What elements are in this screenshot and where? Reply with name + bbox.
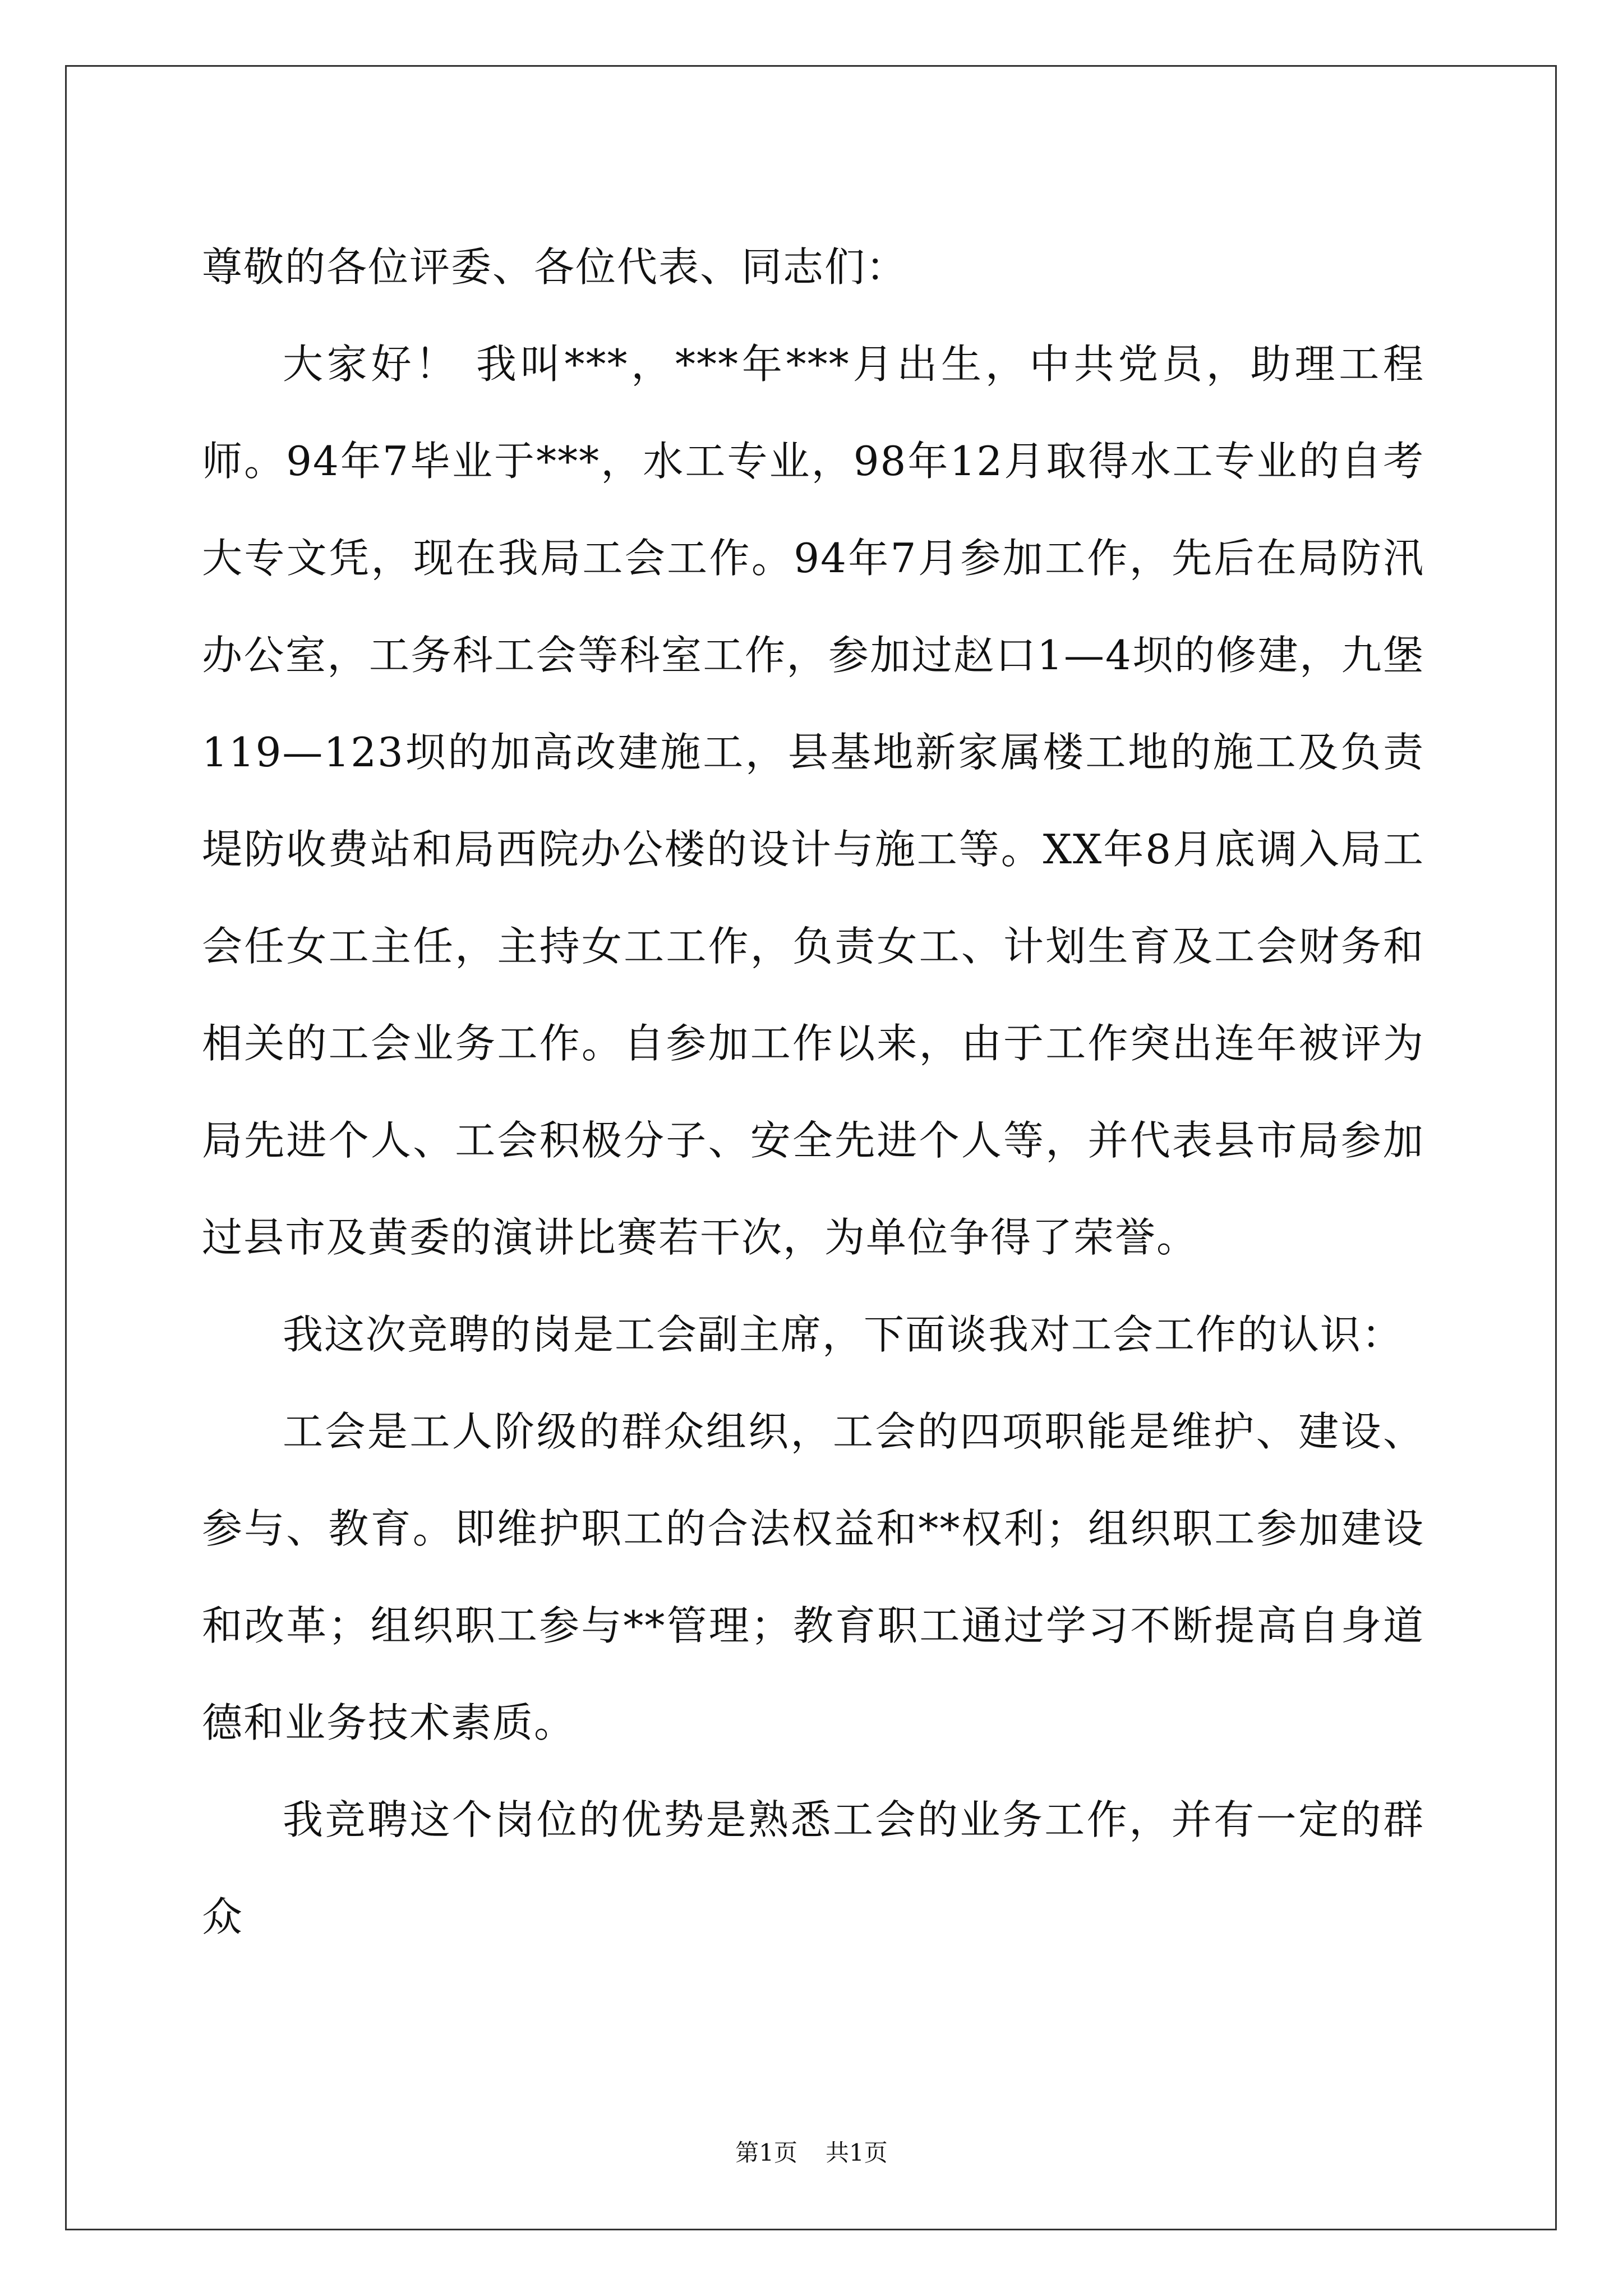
union-role-paragraph: 工会是工人阶级的群众组织，工会的四项职能是维护、建设、参与、教育。即维护职工的合法权益和**权利；组织职工参加建设和改革；组织职工参与**管理；教育职工通过学习不断提高自身道德和业务技术素质。 [202,1408,1424,1746]
page-footer [0,2136,1623,2170]
page-number-total: 共1页 [826,2139,888,2166]
salutation-paragraph: 尊敬的各位评委、各位代表、同志们： [202,243,908,291]
position-paragraph: 我这次竞聘的岗是工会副主席，下面谈我对工会工作的认识： [283,1311,1404,1358]
introduction-paragraph: 大家好！ 我叫***，***年***月出生，中共党员，助理工程师。94年7毕业于***，水工专业，98年12月取得水工专业的自考大专文凭，现在我局工会工作。94年7月参加工作，先后在局防汛办公室，工务科工会等科室工作，参加过赵口1—4坝的修建，九堡119—123坝的加高改建施工，县基地新家属楼工地的施工及负责堤防收费站和局西院办公楼的设计与施工等。XX年8月底调入局工会任女工主任，主持女工工作，负责女工、计划生育及工会财务和相关的工会业务工作。自参加工作以来，由于工作突出连年被评为局先进个人、工会积极分子、安全先进个人等，并代表县市局参加过县市及黄委的演讲比赛若干次，为单位争得了荣誉。 [202,341,1424,1261]
document-body [202,219,1424,1966]
advantage-paragraph: 我竞聘这个岗位的优势是熟悉工会的业务工作，并有一定的群众 [202,1796,1424,1940]
page-number-current: 第1页 [735,2139,797,2166]
